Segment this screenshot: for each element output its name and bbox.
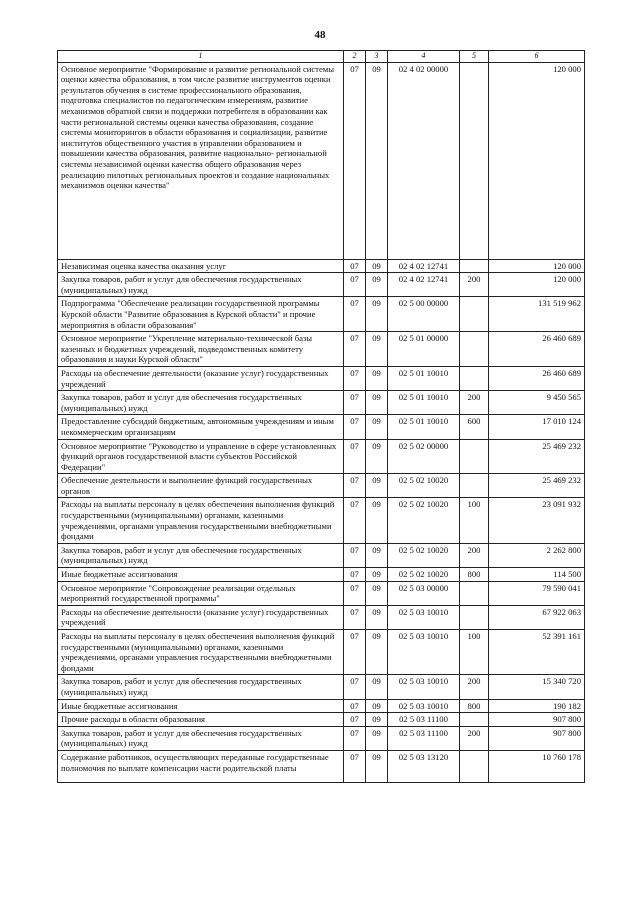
row-target-code: 02 5 02 10020 [388, 474, 460, 498]
row-section: 07 [344, 62, 366, 259]
row-amount: 907 800 [489, 713, 585, 727]
row-name: Расходы на обеспечение деятельности (оказание услуг) государственных учреждений [58, 605, 344, 629]
table-row [58, 332, 585, 367]
header-col-2: 2 [344, 51, 366, 63]
header-col-3: 3 [366, 51, 388, 63]
row-name: Закупка товаров, работ и услуг для обеспечения государственных (муниципальных) нужд [58, 391, 344, 415]
row-expense-type: 100 [460, 498, 489, 543]
row-section: 07 [344, 568, 366, 582]
row-name: Иные бюджетные ассигнования [58, 568, 344, 582]
row-target-code: 02 4 02 12741 [388, 259, 460, 273]
row-section: 07 [344, 415, 366, 439]
row-subsection: 09 [366, 415, 388, 439]
budget-table [57, 50, 585, 783]
row-expense-type [460, 581, 489, 605]
row-target-code: 02 5 03 10010 [388, 699, 460, 713]
row-target-code: 02 5 02 10020 [388, 498, 460, 543]
header-col-5: 5 [460, 51, 489, 63]
row-subsection: 09 [366, 474, 388, 498]
header-row [58, 51, 585, 63]
row-expense-type: 200 [460, 726, 489, 750]
row-amount: 120 000 [489, 273, 585, 297]
row-name: Основное мероприятие "Руководство и управление в сфере установленных функций органов государственной власти субъектов Российской Федерации" [58, 439, 344, 474]
row-amount: 52 391 161 [489, 630, 585, 675]
row-target-code: 02 5 01 10010 [388, 391, 460, 415]
row-amount: 26 460 689 [489, 332, 585, 367]
row-amount: 15 340 720 [489, 675, 585, 699]
row-name: Обеспечение деятельности и выполнение функций государственных органов [58, 474, 344, 498]
row-name: Закупка товаров, работ и услуг для обеспечения государственных (муниципальных) нужд [58, 273, 344, 297]
row-target-code: 02 5 03 10010 [388, 605, 460, 629]
row-subsection: 09 [366, 713, 388, 727]
row-amount: 26 460 689 [489, 366, 585, 390]
row-expense-type [460, 750, 489, 782]
row-name: Основное мероприятие "Укрепление материально-технической базы казенных и бюджетных учреждений, подведомственных комитету образования и науки Курской области" [58, 332, 344, 367]
row-amount: 120 000 [489, 259, 585, 273]
table-row [58, 439, 585, 474]
row-amount: 25 469 232 [489, 474, 585, 498]
row-section: 07 [344, 297, 366, 332]
row-name: Прочие расходы в области образования [58, 713, 344, 727]
row-amount: 120 000 [489, 62, 585, 259]
table-row [58, 543, 585, 567]
table-row [58, 259, 585, 273]
row-amount: 23 091 932 [489, 498, 585, 543]
row-name: Расходы на выплаты персоналу в целях обеспечения выполнения функций государственными (муниципальными) органами, казенными учреждениями, органами управления государственными внебюджетными фондами [58, 630, 344, 675]
row-name: Закупка товаров, работ и услуг для обеспечения государственных (муниципальных) нужд [58, 543, 344, 567]
row-expense-type [460, 62, 489, 259]
row-target-code: 02 4 02 00000 [388, 62, 460, 259]
row-section: 07 [344, 259, 366, 273]
row-amount: 190 182 [489, 699, 585, 713]
row-subsection: 09 [366, 750, 388, 782]
row-name: Иные бюджетные ассигнования [58, 699, 344, 713]
row-expense-type: 200 [460, 391, 489, 415]
row-amount: 17 010 124 [489, 415, 585, 439]
table-row [58, 498, 585, 543]
row-target-code: 02 5 00 00000 [388, 297, 460, 332]
row-subsection: 09 [366, 439, 388, 474]
row-amount: 907 800 [489, 726, 585, 750]
row-expense-type [460, 713, 489, 727]
row-target-code: 02 5 01 00000 [388, 332, 460, 367]
row-section: 07 [344, 605, 366, 629]
row-section: 07 [344, 391, 366, 415]
table-row [58, 699, 585, 713]
table-row [58, 750, 585, 782]
row-expense-type [460, 332, 489, 367]
row-subsection: 09 [366, 675, 388, 699]
row-target-code: 02 5 03 00000 [388, 581, 460, 605]
table-row [58, 62, 585, 259]
row-section: 07 [344, 675, 366, 699]
row-name: Предоставление субсидий бюджетным, автономным учреждениям и иным некоммерческим организациям [58, 415, 344, 439]
row-amount: 67 922 063 [489, 605, 585, 629]
header-col-4: 4 [388, 51, 460, 63]
table-row [58, 581, 585, 605]
row-name: Расходы на выплаты персоналу в целях обеспечения выполнения функций государственными (муниципальными) органами, казенными учреждениями, органами управления государственными внебюджетными фондами [58, 498, 344, 543]
row-amount: 114 500 [489, 568, 585, 582]
row-expense-type: 100 [460, 630, 489, 675]
row-subsection: 09 [366, 581, 388, 605]
row-expense-type [460, 439, 489, 474]
row-subsection: 09 [366, 726, 388, 750]
row-amount: 25 469 232 [489, 439, 585, 474]
row-subsection: 09 [366, 297, 388, 332]
table-row [58, 366, 585, 390]
row-section: 07 [344, 439, 366, 474]
table-row [58, 474, 585, 498]
table-row [58, 630, 585, 675]
row-amount: 131 519 962 [489, 297, 585, 332]
row-target-code: 02 5 02 10020 [388, 543, 460, 567]
row-target-code: 02 5 03 10010 [388, 630, 460, 675]
page-number: 48 [314, 29, 326, 41]
row-target-code: 02 5 03 11100 [388, 726, 460, 750]
table-row [58, 675, 585, 699]
row-target-code: 02 5 03 13120 [388, 750, 460, 782]
row-subsection: 09 [366, 498, 388, 543]
row-subsection: 09 [366, 568, 388, 582]
row-section: 07 [344, 273, 366, 297]
row-expense-type [460, 297, 489, 332]
table-row [58, 713, 585, 727]
table-row [58, 568, 585, 582]
row-amount: 2 262 800 [489, 543, 585, 567]
row-subsection: 09 [366, 62, 388, 259]
row-name: Содержание работников, осуществляющих переданные государственные полномочия по выплате компенсации части родительской платы [58, 750, 344, 782]
row-section: 07 [344, 581, 366, 605]
row-name: Основное мероприятие "Сопровождение реализации отдельных мероприятий государственной программы" [58, 581, 344, 605]
row-section: 07 [344, 699, 366, 713]
row-expense-type [460, 605, 489, 629]
row-subsection: 09 [366, 273, 388, 297]
row-subsection: 09 [366, 259, 388, 273]
row-name: Независимая оценка качества оказания услуг [58, 259, 344, 273]
header-col-6: 6 [489, 51, 585, 63]
row-amount: 9 450 565 [489, 391, 585, 415]
row-subsection: 09 [366, 543, 388, 567]
row-subsection: 09 [366, 630, 388, 675]
row-expense-type [460, 366, 489, 390]
row-name: Основное мероприятие "Формирование и развитие региональной системы оценки качества образования, в том числе развитие инструментов оценки результатов обучения в системе профессионального образования, подготовка специалистов по педагогическим измерениям, развитие механизмов обратной связи и поддержки потребителя в образовании как части региональной системы оценки качества образования, создание системы мониторингов в области образования и социализации, развитие институтов общественного участия в управлении образованием и повышении качества образования, развитие национально- региональной системы независимой оценки качества общего образования через реализацию пилотных региональных проектов и создание национальных механизмов оценки качества" [58, 62, 344, 259]
row-target-code: 02 5 02 00000 [388, 439, 460, 474]
table-row [58, 273, 585, 297]
row-target-code: 02 5 01 10010 [388, 366, 460, 390]
row-name: Закупка товаров, работ и услуг для обеспечения государственных (муниципальных) нужд [58, 675, 344, 699]
row-section: 07 [344, 498, 366, 543]
row-name: Закупка товаров, работ и услуг для обеспечения государственных (муниципальных) нужд [58, 726, 344, 750]
row-target-code: 02 5 03 10010 [388, 675, 460, 699]
row-expense-type: 200 [460, 675, 489, 699]
row-amount: 10 760 178 [489, 750, 585, 782]
table-row [58, 297, 585, 332]
row-section: 07 [344, 474, 366, 498]
row-amount: 79 590 041 [489, 581, 585, 605]
row-subsection: 09 [366, 332, 388, 367]
row-subsection: 09 [366, 699, 388, 713]
row-name: Подпрограмма "Обеспечение реализации государственной программы Курской области "Развитие образования в Курской области" и прочие мероприятия в области образования" [58, 297, 344, 332]
table-row [58, 415, 585, 439]
row-expense-type: 200 [460, 543, 489, 567]
row-section: 07 [344, 750, 366, 782]
row-target-code: 02 5 02 10020 [388, 568, 460, 582]
row-section: 07 [344, 726, 366, 750]
row-expense-type [460, 259, 489, 273]
row-subsection: 09 [366, 391, 388, 415]
row-section: 07 [344, 713, 366, 727]
row-expense-type: 800 [460, 568, 489, 582]
row-target-code: 02 5 01 10010 [388, 415, 460, 439]
row-section: 07 [344, 630, 366, 675]
row-section: 07 [344, 543, 366, 567]
row-expense-type: 200 [460, 273, 489, 297]
table-row [58, 605, 585, 629]
row-expense-type: 800 [460, 699, 489, 713]
row-target-code: 02 4 02 12741 [388, 273, 460, 297]
row-expense-type [460, 474, 489, 498]
table-row [58, 391, 585, 415]
header-col-1: 1 [58, 51, 344, 63]
row-section: 07 [344, 332, 366, 367]
row-subsection: 09 [366, 366, 388, 390]
row-subsection: 09 [366, 605, 388, 629]
row-name: Расходы на обеспечение деятельности (оказание услуг) государственных учреждений [58, 366, 344, 390]
table-row [58, 726, 585, 750]
row-expense-type: 600 [460, 415, 489, 439]
row-target-code: 02 5 03 11100 [388, 713, 460, 727]
row-section: 07 [344, 366, 366, 390]
